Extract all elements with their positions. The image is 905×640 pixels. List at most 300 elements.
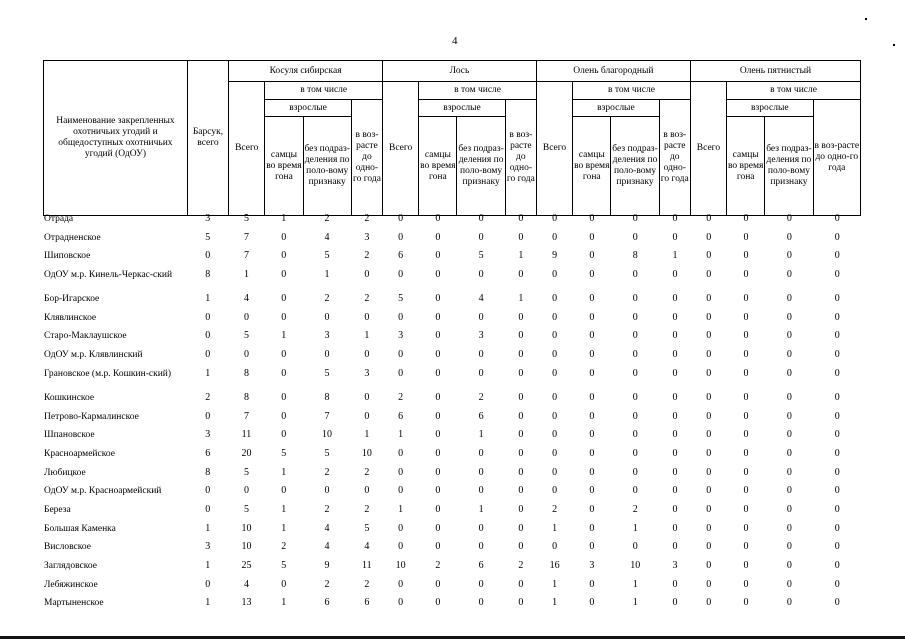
table-cell: 0 — [205, 485, 211, 497]
table-cell: 0 — [518, 391, 524, 403]
table-cell: 0 — [205, 311, 211, 323]
table-cell: 0 — [435, 293, 441, 305]
row-name: Старо-Маклаушское — [44, 331, 127, 342]
table-cell: 0 — [672, 231, 678, 243]
table-cell: 3 — [478, 330, 484, 342]
table-cell: 1 — [243, 269, 249, 281]
table-cell: 0 — [672, 597, 678, 609]
table-cell: 5 — [324, 250, 330, 262]
table-cell: 3 — [364, 367, 370, 379]
table-row — [43, 270, 861, 294]
table-cell: 16 — [549, 560, 560, 571]
undivided-header: без подраз-деления по поло-вому признаку — [765, 117, 813, 216]
adults-header: взрослые — [419, 100, 506, 117]
table-cell: 0 — [834, 466, 840, 478]
table-cell: 0 — [834, 367, 840, 379]
page-number: 4 — [452, 35, 458, 47]
table-cell: 10 — [630, 560, 641, 571]
table-cell: 2 — [324, 503, 330, 515]
table-cell: 0 — [743, 522, 749, 534]
table-cell: 0 — [706, 522, 712, 534]
total-header: Всего — [536, 82, 572, 216]
table-cell: 1 — [205, 293, 211, 305]
table-cell: 0 — [632, 231, 638, 243]
table-cell: 0 — [743, 269, 749, 281]
table-cell: 0 — [632, 391, 638, 403]
table-cell: 1 — [205, 560, 211, 571]
table-cell: 0 — [435, 410, 441, 422]
young-header: в воз-расте до одно-го года — [505, 100, 536, 216]
row-name: Любицкое — [44, 467, 86, 478]
young-header: в воз-расте до одно-го года — [659, 100, 690, 216]
table-cell: 0 — [786, 311, 792, 323]
undivided-header: без подраз-деления по поло-вому признаку — [611, 117, 659, 216]
table-cell: 6 — [398, 250, 404, 262]
table-cell: 0 — [786, 578, 792, 590]
table-cell: 1 — [672, 250, 678, 262]
table-cell: 0 — [632, 269, 638, 281]
table-cell: 2 — [324, 293, 330, 305]
table-cell: 0 — [552, 367, 558, 379]
table-cell: 0 — [435, 522, 441, 534]
table-row — [43, 486, 861, 505]
table-cell: 1 — [398, 503, 404, 515]
table-cell: 0 — [364, 485, 370, 497]
page-bottom-border — [0, 636, 905, 639]
table-cell: 0 — [364, 391, 370, 403]
table-cell: 1 — [632, 597, 638, 609]
table-cell: 3 — [205, 429, 211, 441]
table-cell: 0 — [706, 560, 712, 571]
table-cell: 0 — [435, 269, 441, 281]
table-cell: 0 — [632, 311, 638, 323]
table-cell: 0 — [743, 349, 749, 361]
table-cell: 0 — [364, 269, 370, 281]
table-cell: 0 — [706, 391, 712, 403]
table-cell: 1 — [281, 213, 287, 224]
table-cell: 0 — [398, 541, 404, 553]
table-cell: 8 — [243, 391, 249, 403]
table-cell: 0 — [281, 269, 287, 281]
table-cell: 0 — [632, 293, 638, 305]
table-cell: 1 — [324, 269, 330, 281]
table-cell: 11 — [241, 429, 252, 441]
group-header: Олень благородный — [536, 61, 690, 82]
table-cell: 0 — [324, 349, 330, 361]
total-header: Всего — [383, 82, 419, 216]
row-name: ОдОУ м.р. Клявлинский — [44, 350, 143, 361]
table-cell: 2 — [518, 560, 524, 571]
table-cell: 10 — [361, 447, 372, 459]
row-name: Шпановское — [44, 430, 95, 441]
table-cell: 0 — [834, 447, 840, 459]
table-row — [43, 449, 861, 468]
total-header: Всего — [229, 82, 265, 216]
table-cell: 0 — [706, 231, 712, 243]
row-name: Шиповское — [44, 251, 91, 262]
table-cell: 0 — [632, 213, 638, 224]
table-cell: 0 — [786, 349, 792, 361]
row-name: Висловское — [44, 542, 91, 553]
table-cell: 0 — [518, 578, 524, 590]
table-cell: 2 — [324, 578, 330, 590]
table-cell: 0 — [786, 250, 792, 262]
table-cell: 0 — [281, 429, 287, 441]
table-cell: 13 — [241, 597, 252, 609]
table-cell: 0 — [706, 349, 712, 361]
table-cell: 1 — [552, 597, 558, 609]
table-cell: 0 — [743, 311, 749, 323]
table-cell: 0 — [706, 311, 712, 323]
table-cell: 1 — [552, 522, 558, 534]
table-cell: 5 — [205, 231, 211, 243]
table-cell: 1 — [281, 503, 287, 515]
table-cell: 0 — [672, 410, 678, 422]
table-cell: 0 — [205, 250, 211, 262]
row-name: ОдОУ м.р. Красноармейский — [44, 486, 162, 497]
table-cell: 2 — [364, 578, 370, 590]
table-cell: 20 — [241, 447, 252, 459]
table-cell: 9 — [324, 560, 330, 571]
table-cell: 0 — [398, 597, 404, 609]
table-cell: 1 — [281, 522, 287, 534]
table-cell: 2 — [478, 391, 484, 403]
table-row — [43, 214, 861, 233]
table-cell: 0 — [478, 578, 484, 590]
table-cell: 0 — [706, 213, 712, 224]
table-cell: 0 — [281, 485, 287, 497]
table-cell: 0 — [398, 231, 404, 243]
table-cell: 0 — [435, 250, 441, 262]
males-header: самцы во время гона — [727, 117, 765, 216]
table-cell: 0 — [398, 311, 404, 323]
table-cell: 0 — [706, 466, 712, 478]
table-cell: 0 — [672, 269, 678, 281]
table-cell: 5 — [243, 466, 249, 478]
table-cell: 0 — [552, 330, 558, 342]
row-name: Клявлинское — [44, 312, 97, 323]
table-cell: 0 — [205, 349, 211, 361]
table-cell: 0 — [672, 485, 678, 497]
table-cell: 5 — [398, 293, 404, 305]
table-cell: 0 — [589, 269, 595, 281]
table-cell: 0 — [518, 466, 524, 478]
table-cell: 0 — [834, 503, 840, 515]
table-cell: 3 — [324, 330, 330, 342]
table-cell: 0 — [281, 349, 287, 361]
table-row — [43, 393, 861, 412]
table-cell: 0 — [435, 330, 441, 342]
table-cell: 0 — [632, 447, 638, 459]
table-cell: 6 — [478, 410, 484, 422]
table-cell: 0 — [786, 410, 792, 422]
table-cell: 0 — [281, 578, 287, 590]
table-row — [43, 294, 861, 313]
table-cell: 0 — [518, 541, 524, 553]
table-cell: 0 — [435, 466, 441, 478]
table-cell: 0 — [672, 311, 678, 323]
table-cell: 0 — [706, 485, 712, 497]
table-cell: 0 — [435, 541, 441, 553]
table-cell: 4 — [324, 541, 330, 553]
table-cell: 25 — [241, 560, 252, 571]
table-cell: 0 — [632, 410, 638, 422]
table-cell: 0 — [552, 269, 558, 281]
table-cell: 0 — [706, 250, 712, 262]
table-cell: 0 — [518, 367, 524, 379]
table-cell: 0 — [834, 597, 840, 609]
table-row — [43, 561, 861, 580]
table-cell: 2 — [364, 213, 370, 224]
table-cell: 4 — [364, 541, 370, 553]
table-cell: 0 — [786, 231, 792, 243]
table-cell: 0 — [834, 429, 840, 441]
table-cell: 1 — [518, 250, 524, 262]
table-cell: 0 — [743, 578, 749, 590]
table-row — [43, 313, 861, 332]
table-cell: 0 — [786, 269, 792, 281]
table-cell: 0 — [398, 522, 404, 534]
table-cell: 11 — [362, 560, 372, 571]
table-cell: 0 — [552, 410, 558, 422]
row-name: Грановское (м.р. Кошкин-ский) — [44, 368, 172, 379]
table-cell: 0 — [518, 330, 524, 342]
table-cell: 2 — [324, 213, 330, 224]
table-cell: 2 — [398, 391, 404, 403]
table-cell: 7 — [243, 231, 249, 243]
table-cell: 0 — [398, 349, 404, 361]
table-cell: 0 — [478, 269, 484, 281]
table-cell: 0 — [743, 330, 749, 342]
table-cell: 0 — [672, 349, 678, 361]
table-cell: 0 — [834, 330, 840, 342]
table-cell: 1 — [205, 522, 211, 534]
adults-header: взрослые — [573, 100, 660, 117]
table-cell: 0 — [589, 293, 595, 305]
table-cell: 0 — [589, 250, 595, 262]
table-cell: 0 — [243, 485, 249, 497]
group-header: Олень пятнистый — [690, 61, 860, 82]
table-cell: 0 — [672, 213, 678, 224]
table-cell: 0 — [364, 410, 370, 422]
table-cell: 0 — [743, 485, 749, 497]
table-cell: 2 — [205, 391, 211, 403]
table-cell: 0 — [743, 250, 749, 262]
table-cell: 6 — [324, 597, 330, 609]
table-cell: 0 — [706, 330, 712, 342]
table-cell: 3 — [205, 541, 211, 553]
table-cell: 0 — [435, 503, 441, 515]
table-cell: 0 — [672, 330, 678, 342]
table-cell: 0 — [706, 503, 712, 515]
table-cell: 0 — [243, 349, 249, 361]
table-cell: 5 — [281, 447, 287, 459]
table-cell: 0 — [281, 367, 287, 379]
young-header: в воз-расте до одно-го года — [813, 100, 860, 216]
table-cell: 0 — [435, 429, 441, 441]
table-cell: 0 — [834, 391, 840, 403]
table-cell: 4 — [478, 293, 484, 305]
table-cell: 0 — [398, 578, 404, 590]
table-cell: 0 — [672, 466, 678, 478]
row-name: Бор-Игарское — [44, 294, 100, 305]
table-cell: 0 — [478, 485, 484, 497]
table-cell: 0 — [518, 503, 524, 515]
table-cell: 0 — [589, 213, 595, 224]
table-cell: 0 — [518, 311, 524, 323]
table-cell: 0 — [398, 367, 404, 379]
row-name: Заглядовское — [44, 561, 97, 571]
table-cell: 1 — [398, 429, 404, 441]
table-cell: 0 — [518, 410, 524, 422]
table-cell: 0 — [834, 231, 840, 243]
including-header: в том числе — [265, 82, 383, 100]
table-cell: 0 — [834, 485, 840, 497]
males-header: самцы во время гона — [419, 117, 457, 216]
table-cell: 0 — [552, 466, 558, 478]
table-row — [43, 350, 861, 369]
table-cell: 2 — [632, 503, 638, 515]
table-cell: 0 — [518, 429, 524, 441]
table-cell: 0 — [706, 367, 712, 379]
table-cell: 0 — [243, 311, 249, 323]
table-cell: 0 — [706, 429, 712, 441]
table-cell: 0 — [743, 231, 749, 243]
table-cell: 2 — [435, 560, 441, 571]
table-cell: 0 — [632, 349, 638, 361]
table-cell: 0 — [435, 231, 441, 243]
table-cell: 8 — [632, 250, 638, 262]
table-row — [43, 505, 861, 524]
table-cell: 0 — [589, 410, 595, 422]
table-cell: 3 — [672, 560, 678, 571]
table-cell: 0 — [589, 503, 595, 515]
table-cell: 1 — [478, 429, 484, 441]
table-cell: 8 — [324, 391, 330, 403]
table-cell: 0 — [478, 466, 484, 478]
table-cell: 2 — [364, 250, 370, 262]
table-cell: 0 — [324, 311, 330, 323]
row-name: Лебяжинское — [44, 579, 98, 590]
table-cell: 0 — [706, 597, 712, 609]
table-cell: 6 — [398, 410, 404, 422]
table-cell: 0 — [743, 447, 749, 459]
table-cell: 0 — [435, 578, 441, 590]
table-cell: 0 — [589, 597, 595, 609]
table-cell: 0 — [478, 231, 484, 243]
table-cell: 0 — [834, 269, 840, 281]
table-cell: 0 — [834, 293, 840, 305]
table-cell: 0 — [398, 466, 404, 478]
table-cell: 0 — [786, 503, 792, 515]
row-name: Петрово-Кармалинское — [44, 411, 139, 422]
table-cell: 0 — [706, 410, 712, 422]
table-cell: 0 — [589, 349, 595, 361]
table-cell: 0 — [834, 311, 840, 323]
table-row — [43, 468, 861, 487]
table-cell: 0 — [589, 541, 595, 553]
adults-header: взрослые — [727, 100, 814, 117]
table-cell: 7 — [243, 410, 249, 422]
table-cell: 2 — [324, 466, 330, 478]
table-cell: 1 — [205, 367, 211, 379]
table-row — [43, 580, 861, 599]
table-row — [43, 542, 861, 561]
undivided-header: без подраз-деления по поло-вому признаку — [457, 117, 505, 216]
table-cell: 0 — [205, 330, 211, 342]
table-cell: 0 — [552, 391, 558, 403]
males-header: самцы во время гона — [265, 117, 303, 216]
table-row — [43, 233, 861, 252]
table-cell: 10 — [241, 522, 252, 534]
table-cell: 1 — [632, 578, 638, 590]
table-cell: 0 — [672, 367, 678, 379]
table-cell: 0 — [552, 231, 558, 243]
undivided-header: без подраз-деления по поло-вому признаку — [303, 117, 351, 216]
table-row — [43, 251, 861, 270]
table-cell: 0 — [706, 269, 712, 281]
table-row — [43, 369, 861, 393]
table-cell: 0 — [518, 485, 524, 497]
table-cell: 0 — [743, 466, 749, 478]
table-cell: 0 — [518, 349, 524, 361]
table-cell: 0 — [672, 578, 678, 590]
row-name: Мартыненское — [44, 598, 104, 609]
table-cell: 0 — [281, 231, 287, 243]
table-cell: 0 — [435, 597, 441, 609]
table-cell: 0 — [478, 447, 484, 459]
table-cell: 0 — [552, 213, 558, 224]
row-name: Береза — [44, 504, 71, 515]
table-cell: 0 — [743, 367, 749, 379]
table-cell: 0 — [281, 293, 287, 305]
table-cell: 0 — [281, 250, 287, 262]
table-cell: 0 — [552, 293, 558, 305]
table-cell: 0 — [435, 447, 441, 459]
table-cell: 0 — [834, 213, 840, 224]
table-cell: 0 — [672, 447, 678, 459]
table-body — [43, 214, 861, 617]
young-header: в воз-расте до одно-го года — [351, 100, 382, 216]
table-cell: 0 — [834, 410, 840, 422]
table-cell: 0 — [743, 503, 749, 515]
group-header: Лось — [383, 61, 537, 82]
table-cell: 0 — [364, 349, 370, 361]
table-cell: 0 — [834, 578, 840, 590]
table-cell: 1 — [364, 429, 370, 441]
table-cell: 0 — [281, 410, 287, 422]
table-cell: 0 — [589, 429, 595, 441]
row-name: ОдОУ м.р. Кинель-Черкас-ский — [44, 270, 173, 281]
badger-column-header: Барсук, всего — [187, 61, 228, 216]
table-cell: 0 — [786, 367, 792, 379]
table-cell: 0 — [786, 213, 792, 224]
table-cell: 0 — [398, 269, 404, 281]
table-cell: 0 — [552, 349, 558, 361]
group-header: Косуля сибирская — [229, 61, 383, 82]
table-cell: 0 — [743, 410, 749, 422]
table-cell: 0 — [398, 213, 404, 224]
table-cell: 0 — [706, 541, 712, 553]
table-cell: 0 — [205, 410, 211, 422]
table-cell: 0 — [786, 447, 792, 459]
table-cell: 5 — [478, 250, 484, 262]
table-cell: 0 — [834, 349, 840, 361]
table-cell: 0 — [786, 560, 792, 571]
table-cell: 10 — [395, 560, 406, 571]
scan-dot — [865, 18, 867, 20]
table-cell: 0 — [632, 330, 638, 342]
